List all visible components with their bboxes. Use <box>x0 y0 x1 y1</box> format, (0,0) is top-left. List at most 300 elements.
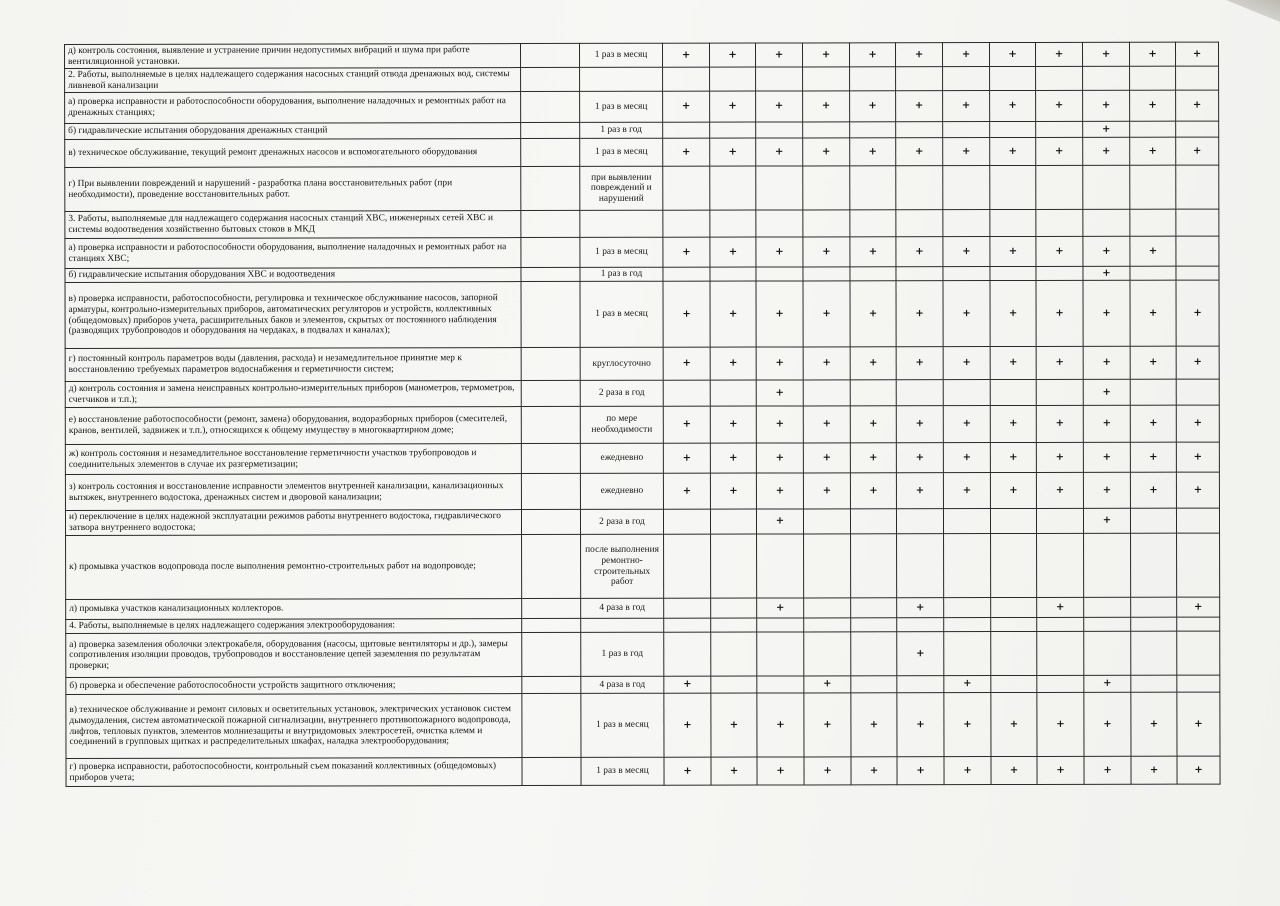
table-row <box>66 692 1220 758</box>
month-mark-cell: + <box>990 472 1036 508</box>
extra-cell <box>521 281 580 347</box>
month-mark-cell <box>944 534 991 598</box>
month-mark-cell: + <box>1084 692 1131 756</box>
month-mark-cell <box>991 617 1037 631</box>
month-mark-cell: + <box>897 693 944 757</box>
month-mark-cell: + <box>1083 90 1130 121</box>
frequency-cell: 1 раз в месяц <box>580 91 663 122</box>
month-mark-cell: + <box>663 281 710 347</box>
month-mark-cell: + <box>803 406 850 443</box>
month-mark-cell: + <box>803 91 850 122</box>
month-mark-cell: + <box>663 473 710 509</box>
table-row <box>65 346 1219 381</box>
month-mark-cell: + <box>756 380 803 406</box>
month-mark-cell: + <box>943 237 990 267</box>
month-mark-cell <box>851 534 897 598</box>
month-mark-cell <box>896 122 943 138</box>
month-mark-cell <box>850 210 896 237</box>
month-mark-cell: + <box>851 693 897 757</box>
month-mark-cell: + <box>1083 472 1130 508</box>
month-mark-cell: + <box>944 676 991 693</box>
month-mark-cell: + <box>850 443 896 473</box>
month-mark-cell <box>664 618 711 632</box>
month-mark-cell: + <box>1084 675 1131 692</box>
month-mark-cell <box>896 166 943 210</box>
month-mark-cell: + <box>1176 90 1219 121</box>
extra-cell <box>521 91 580 122</box>
month-mark-cell <box>1176 121 1219 137</box>
month-mark-cell: + <box>756 237 803 267</box>
month-mark-cell: + <box>1129 42 1175 66</box>
month-mark-cell: + <box>756 509 803 534</box>
month-mark-cell <box>1131 533 1177 597</box>
month-mark-cell <box>850 67 896 91</box>
month-mark-cell: + <box>1176 472 1219 508</box>
month-mark-cell: + <box>804 757 851 785</box>
extra-cell <box>521 406 580 443</box>
table-row <box>66 756 1220 786</box>
extra-cell <box>521 237 580 267</box>
month-mark-cell <box>1084 631 1131 675</box>
work-description: л) промывка участков канализационных коллекторов. <box>66 599 522 620</box>
month-mark-cell <box>1176 236 1219 266</box>
month-mark-cell: + <box>710 406 756 443</box>
work-description: б) гидравлические испытания оборудования дренажных станций <box>65 123 521 140</box>
month-mark-cell <box>1176 266 1219 280</box>
month-mark-cell <box>851 676 897 693</box>
month-mark-cell: + <box>850 91 896 122</box>
extra-cell <box>521 473 580 509</box>
month-mark-cell: + <box>1036 236 1083 266</box>
month-mark-cell <box>1037 533 1084 597</box>
month-mark-cell <box>757 618 804 632</box>
month-mark-cell <box>850 166 896 210</box>
table-row <box>65 209 1219 238</box>
month-mark-cell <box>803 122 850 138</box>
month-mark-cell: + <box>943 406 990 443</box>
extra-cell <box>522 676 581 693</box>
month-mark-cell: + <box>1130 442 1176 472</box>
month-mark-cell: + <box>896 138 943 166</box>
month-mark-cell: + <box>1083 405 1130 442</box>
work-description: д) контроль состояния, выявление и устранение причин недопустимых вибраций и шума при работе вентиляционной установки. <box>65 44 521 69</box>
month-mark-cell <box>991 631 1037 675</box>
frequency-cell: 1 раз в месяц <box>581 757 664 785</box>
table-row <box>65 405 1219 444</box>
month-mark-cell: + <box>943 347 990 380</box>
month-mark-cell <box>1084 533 1131 597</box>
month-mark-cell: + <box>663 347 710 380</box>
month-mark-cell <box>944 598 991 618</box>
frequency-cell <box>580 67 663 91</box>
month-mark-cell <box>1130 165 1176 209</box>
month-mark-cell: + <box>943 281 990 347</box>
frequency-cell: 4 раза в год <box>581 598 664 618</box>
month-mark-cell: + <box>757 693 804 757</box>
month-mark-cell: + <box>710 138 756 166</box>
month-mark-cell <box>803 380 850 406</box>
month-mark-cell <box>990 508 1036 533</box>
month-mark-cell <box>897 534 944 598</box>
month-mark-cell: + <box>1130 236 1176 266</box>
month-mark-cell: + <box>943 138 990 166</box>
month-mark-cell <box>990 121 1036 137</box>
month-mark-cell <box>990 379 1036 405</box>
month-mark-cell <box>711 676 757 693</box>
table-row <box>65 236 1219 268</box>
month-mark-cell: + <box>710 281 756 347</box>
month-mark-cell <box>850 380 896 406</box>
month-mark-cell <box>1084 617 1131 631</box>
month-mark-cell <box>990 165 1036 209</box>
month-mark-cell <box>757 676 804 693</box>
month-mark-cell: + <box>944 757 991 785</box>
month-mark-cell <box>803 509 850 534</box>
month-mark-cell <box>710 380 756 406</box>
extra-cell <box>521 67 580 91</box>
table-row <box>65 379 1219 407</box>
month-mark-cell <box>803 67 850 91</box>
month-mark-cell <box>1131 597 1177 617</box>
month-mark-cell <box>990 209 1036 236</box>
month-mark-cell <box>664 632 711 676</box>
month-mark-cell <box>851 598 897 618</box>
month-mark-cell: + <box>756 138 803 166</box>
month-mark-cell <box>1084 597 1131 617</box>
month-mark-cell <box>711 598 757 618</box>
frequency-cell: по мере необходимости <box>580 406 663 443</box>
month-mark-cell <box>803 166 850 210</box>
month-mark-cell <box>850 267 896 281</box>
extra-cell <box>522 598 581 618</box>
frequency-cell: 1 раз в месяц <box>581 693 664 757</box>
table-row <box>65 42 1219 68</box>
month-mark-cell <box>944 618 991 632</box>
work-description: в) техническое обслуживание, текущий ремонт дренажных насосов и вспомогательного оборудования <box>65 139 521 168</box>
month-mark-cell: + <box>803 138 850 166</box>
month-mark-cell <box>1130 379 1176 405</box>
month-mark-cell: + <box>897 598 944 618</box>
work-description: з) контроль состояния и восстановление исправности элементов внутренней канализации, канализационных вытяжек, внутреннего водостока, дренажных систем и дворовой канализации; <box>65 474 521 511</box>
month-mark-cell: + <box>896 443 943 473</box>
month-mark-cell <box>943 509 990 534</box>
month-mark-cell: + <box>710 473 756 509</box>
month-mark-cell: + <box>664 693 711 757</box>
work-description: г) проверка исправности, работоспособности, контрольный съем показаний коллективных (общедомовых) приборов учета; <box>66 758 522 787</box>
month-mark-cell <box>1036 266 1083 280</box>
frequency-cell: 4 раза в год <box>581 676 664 693</box>
month-mark-cell: + <box>1083 346 1130 379</box>
maintenance-schedule-table <box>64 42 1221 787</box>
month-mark-cell: + <box>942 43 989 67</box>
extra-cell <box>521 509 580 534</box>
month-mark-cell: + <box>1131 692 1177 756</box>
month-mark-cell <box>711 618 757 632</box>
table-row <box>65 90 1219 123</box>
month-mark-cell: + <box>710 347 756 380</box>
table-row <box>65 442 1219 474</box>
month-mark-cell <box>991 597 1037 617</box>
month-mark-cell <box>1037 675 1084 692</box>
month-mark-cell <box>756 166 803 210</box>
month-mark-cell <box>757 632 804 676</box>
month-mark-cell: + <box>1130 346 1176 379</box>
month-mark-cell: + <box>990 90 1036 121</box>
frequency-cell: 1 раз в год <box>580 122 663 138</box>
month-mark-cell: + <box>991 692 1037 756</box>
month-mark-cell: + <box>1036 442 1083 472</box>
month-mark-cell <box>1131 675 1177 692</box>
month-mark-cell: + <box>1177 597 1220 617</box>
month-mark-cell <box>1036 379 1083 405</box>
month-mark-cell: + <box>943 91 990 122</box>
month-mark-cell <box>664 534 711 598</box>
month-mark-cell: + <box>1130 137 1176 165</box>
frequency-cell: при выявлении повреждений и нарушений <box>580 166 663 210</box>
month-mark-cell: + <box>803 281 850 347</box>
month-mark-cell: + <box>710 237 756 267</box>
month-mark-cell <box>943 166 990 210</box>
extra-cell <box>521 267 580 281</box>
month-mark-cell: + <box>943 443 990 473</box>
extra-cell <box>522 534 581 598</box>
month-mark-cell: + <box>803 473 850 509</box>
month-mark-cell <box>991 675 1037 692</box>
month-mark-cell <box>664 598 711 618</box>
extra-cell <box>521 380 580 406</box>
month-mark-cell: + <box>662 43 709 67</box>
frequency-cell: 1 раз в месяц <box>580 237 663 267</box>
month-mark-cell <box>1036 66 1083 90</box>
month-mark-cell: + <box>1176 442 1219 472</box>
frequency-cell: 2 раза в год <box>580 380 663 406</box>
month-mark-cell <box>1130 266 1176 280</box>
month-mark-cell <box>1130 66 1176 90</box>
month-mark-cell <box>1083 66 1130 90</box>
month-mark-cell: + <box>804 676 851 693</box>
month-mark-cell: + <box>1083 266 1130 280</box>
table-row <box>65 472 1219 510</box>
month-mark-cell: + <box>711 693 757 757</box>
month-mark-cell: + <box>1176 137 1219 165</box>
month-mark-cell: + <box>896 91 943 122</box>
month-mark-cell: + <box>1037 756 1084 784</box>
month-mark-cell <box>896 509 943 534</box>
month-mark-cell <box>991 533 1037 597</box>
work-description: б) проверка и обеспечение работоспособности устройств защитного отключения; <box>66 677 522 695</box>
month-mark-cell <box>943 122 990 138</box>
month-mark-cell <box>663 509 710 534</box>
month-mark-cell <box>896 380 943 406</box>
month-mark-cell: + <box>850 237 896 267</box>
month-mark-cell <box>1130 121 1176 137</box>
month-mark-cell: + <box>990 137 1036 165</box>
schedule-sheet <box>64 42 1221 787</box>
month-mark-cell <box>896 267 943 281</box>
table-row <box>65 508 1219 535</box>
month-mark-cell: + <box>664 757 711 785</box>
month-mark-cell: + <box>756 91 803 122</box>
month-mark-cell: + <box>664 676 711 693</box>
month-mark-cell <box>711 632 757 676</box>
month-mark-cell: + <box>757 757 804 785</box>
month-mark-cell: + <box>990 442 1036 472</box>
month-mark-cell <box>897 676 944 693</box>
month-mark-cell <box>1036 121 1083 137</box>
month-mark-cell: + <box>663 443 710 473</box>
month-mark-cell <box>943 210 990 237</box>
month-mark-cell: + <box>895 43 942 67</box>
month-mark-cell <box>990 66 1036 90</box>
month-mark-cell <box>663 267 710 281</box>
month-mark-cell: + <box>802 43 849 67</box>
month-mark-cell <box>756 122 803 138</box>
month-mark-cell <box>1177 631 1220 675</box>
month-mark-cell: + <box>1083 137 1130 165</box>
month-mark-cell: + <box>1083 508 1130 533</box>
work-description: е) восстановление работоспособности (ремонт, замена) оборудования, водоразборных приборов (смесителей, кранов, вентилей, задвижек и т.п.), относящихся к общему имуществу в многоквартирном доме; <box>65 407 521 445</box>
month-mark-cell: + <box>850 406 896 443</box>
month-mark-cell <box>1036 165 1083 209</box>
month-mark-cell: + <box>1036 346 1083 379</box>
month-mark-cell <box>1176 379 1219 405</box>
frequency-cell: круглосуточно <box>580 347 663 380</box>
month-mark-cell <box>850 509 896 534</box>
month-mark-cell: + <box>851 757 897 785</box>
work-description: и) переключение в целях надежной эксплуатации режимов работы внутреннего водостока, гидравлического затвора внутреннего водостока; <box>65 510 521 536</box>
month-mark-cell: + <box>1037 597 1084 617</box>
extra-cell <box>521 443 580 473</box>
month-mark-cell: + <box>757 598 804 618</box>
frequency-cell: 1 раз в год <box>581 632 664 676</box>
extra-cell <box>521 138 580 166</box>
month-mark-cell <box>944 632 991 676</box>
frequency-cell: 1 раз в год <box>580 267 663 281</box>
month-mark-cell <box>1083 209 1130 236</box>
month-mark-cell: + <box>943 473 990 509</box>
work-description: 3. Работы, выполняемые для надлежащего содержания насосных станций ХВС, инженерных сетей ХВС и системы водоотведения хозяйственно бытовых стоков в МКД <box>65 211 521 239</box>
table-row <box>65 280 1219 348</box>
work-description: б) гидравлические испытания оборудования ХВС и водоотведения <box>65 268 521 283</box>
month-mark-cell <box>1176 165 1219 209</box>
work-description: д) контроль состояния и замена неисправных контрольно-измерительных приборов (манометров, термометров, счетчиков и т.п.); <box>65 381 521 408</box>
month-mark-cell: + <box>1130 280 1176 346</box>
month-mark-cell <box>1037 631 1084 675</box>
work-description: в) техническое обслуживание и ремонт силовых и осветительных установок, электрических установок систем дымоудаления, систем автоматической пожарной сигнализации, внутреннего противопожарного водопровода, лифтов, тепловых пунктов, элементов молниезащиты и внутридомовых электросетей, очистка клемм и соединений в групповых щитках и распределительных шкафах, наладка электрооборудования; <box>66 694 522 759</box>
month-mark-cell: + <box>1036 472 1083 508</box>
month-mark-cell: + <box>756 473 803 509</box>
month-mark-cell <box>943 380 990 406</box>
month-mark-cell: + <box>1176 346 1219 379</box>
month-mark-cell: + <box>804 693 851 757</box>
month-mark-cell: + <box>1083 121 1130 137</box>
month-mark-cell <box>663 210 710 237</box>
month-mark-cell <box>851 618 897 632</box>
month-mark-cell <box>710 166 756 210</box>
month-mark-cell <box>756 210 803 237</box>
month-mark-cell <box>710 509 756 534</box>
month-mark-cell <box>803 267 850 281</box>
month-mark-cell: + <box>1036 137 1083 165</box>
month-mark-cell: + <box>944 693 991 757</box>
month-mark-cell <box>663 122 710 138</box>
work-description: к) промывка участков водопровода после выполнения ремонтно-строительных работ на водопроводе; <box>66 535 522 600</box>
work-description: а) проверка заземления оболочки электрокабеля, оборудования (насосы, щитовые вентиляторы и др.), замеры сопротивления изоляции проводов, трубопроводов и восстановление цепей заземления по результатам проверки; <box>66 633 522 678</box>
month-mark-cell <box>804 534 851 598</box>
month-mark-cell <box>804 598 851 618</box>
month-mark-cell: + <box>1177 756 1220 784</box>
month-mark-cell <box>663 166 710 210</box>
month-mark-cell <box>1177 617 1220 631</box>
month-mark-cell: + <box>1036 280 1083 346</box>
month-mark-cell <box>1037 617 1084 631</box>
month-mark-cell: + <box>1176 280 1219 346</box>
month-mark-cell <box>1036 508 1083 533</box>
month-mark-cell: + <box>896 347 943 380</box>
month-mark-cell <box>943 67 990 91</box>
month-mark-cell: + <box>756 347 803 380</box>
frequency-cell: ежедневно <box>580 473 663 509</box>
month-mark-cell <box>1130 508 1176 533</box>
month-mark-cell: + <box>803 347 850 380</box>
frequency-cell <box>581 618 664 632</box>
month-mark-cell: + <box>1084 756 1131 784</box>
table-row <box>65 137 1219 167</box>
month-mark-cell: + <box>663 237 710 267</box>
month-mark-cell: + <box>803 237 850 267</box>
month-mark-cell: + <box>1036 405 1083 442</box>
month-mark-cell: + <box>1083 442 1130 472</box>
month-mark-cell: + <box>710 91 756 122</box>
month-mark-cell <box>850 122 896 138</box>
work-description: ж) контроль состояния и незамедлительное восстановление герметичности участков трубопроводов и соединительных элементов в случае их разгерметизации; <box>65 444 521 475</box>
work-description: а) проверка исправности и работоспособности оборудования, выполнение наладочных и ремонтных работ на дренажных станциях; <box>65 92 521 124</box>
month-mark-cell: + <box>850 347 896 380</box>
month-mark-cell <box>896 210 943 237</box>
frequency-cell: после выполнения ремонтно-строительных работ <box>581 534 664 598</box>
work-description: а) проверка исправности и работоспособности оборудования, выполнение наладочных и ремонтных работ на станциях ХВС; <box>65 238 521 269</box>
month-mark-cell: + <box>1175 42 1218 66</box>
month-mark-cell: + <box>990 280 1036 346</box>
month-mark-cell: + <box>1130 90 1176 121</box>
month-mark-cell <box>803 210 850 237</box>
month-mark-cell: + <box>991 756 1037 784</box>
extra-cell <box>521 43 580 67</box>
curled-corner <box>1220 0 1280 22</box>
frequency-cell: 1 раз в месяц <box>579 43 662 67</box>
table-row <box>65 66 1219 92</box>
month-mark-cell: + <box>1036 90 1083 121</box>
month-mark-cell <box>711 534 757 598</box>
frequency-cell: 2 раза в год <box>580 509 663 534</box>
month-mark-cell: + <box>1037 692 1084 756</box>
month-mark-cell <box>710 67 756 91</box>
month-mark-cell: + <box>756 443 803 473</box>
month-mark-cell <box>710 267 756 281</box>
month-mark-cell <box>710 210 756 237</box>
month-mark-cell: + <box>989 42 1035 66</box>
frequency-cell <box>580 210 663 237</box>
work-description: г) При выявлении повреждений и нарушений - разработка плана восстановительных работ (при необходимости), проведение восстановительных работ. <box>65 167 521 212</box>
month-mark-cell: + <box>1177 692 1220 756</box>
month-mark-cell: + <box>850 473 896 509</box>
month-mark-cell: + <box>1035 42 1082 66</box>
extra-cell <box>521 210 580 237</box>
extra-cell <box>522 632 581 676</box>
month-mark-cell: + <box>710 443 756 473</box>
extra-cell <box>521 347 580 380</box>
month-mark-cell <box>804 632 851 676</box>
